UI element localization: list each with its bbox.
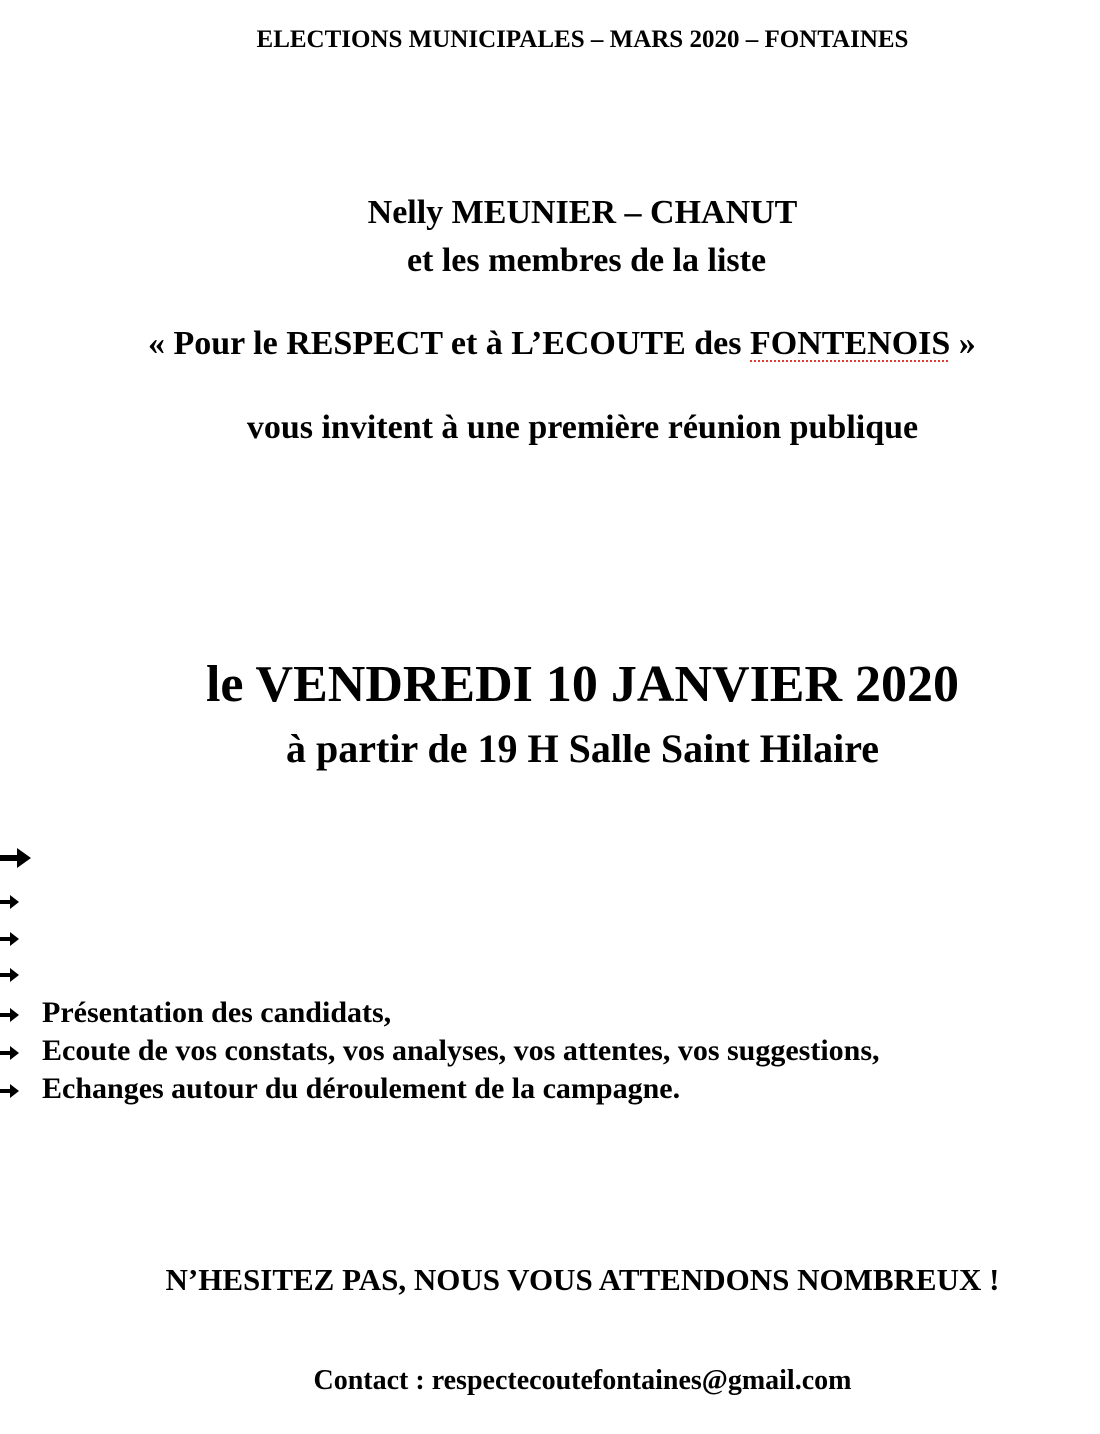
event-time-place: à partir de 19 H Salle Saint Hilaire xyxy=(286,726,879,771)
agenda-item-text: Ecoute de vos constats, vos analyses, vos attentes, vos suggestions, xyxy=(42,1034,880,1067)
agenda-item-text: Présentation des candidats, xyxy=(42,996,392,1029)
list-members-line: et les membres de la liste xyxy=(406,242,767,279)
right-arrow-icon xyxy=(0,1006,20,1024)
list-name-prefix: « Pour le RESPECT et à L’ECOUTE des xyxy=(148,325,751,362)
right-arrow-icon xyxy=(0,845,32,871)
list-name-suffix: » xyxy=(950,325,976,362)
invitation-line: vous invitent à une première réunion publique xyxy=(246,409,919,446)
right-arrow-icon xyxy=(0,1044,20,1062)
candidate-name: Nelly MEUNIER – CHANUT xyxy=(367,194,798,231)
list-name xyxy=(148,325,976,363)
agenda-item-text: Echanges autour du déroulement de la campagne. xyxy=(42,1072,681,1105)
right-arrow-icon xyxy=(0,966,20,984)
right-arrow-icon xyxy=(0,930,20,948)
event-date: le VENDREDI 10 JANVIER 2020 xyxy=(205,656,960,713)
right-arrow-icon xyxy=(0,893,20,911)
contact-line: Contact : respectecoutefontaines@gmail.com xyxy=(313,1365,852,1396)
document-header: ELECTIONS MUNICIPALES – MARS 2020 – FONTAINES xyxy=(256,26,909,53)
call-to-action: N’HESITEZ PAS, NOUS VOUS ATTENDONS NOMBREUX ! xyxy=(165,1262,1000,1297)
list-name-highlighted-word: FONTENOIS xyxy=(750,325,951,362)
right-arrow-icon xyxy=(0,1082,20,1100)
